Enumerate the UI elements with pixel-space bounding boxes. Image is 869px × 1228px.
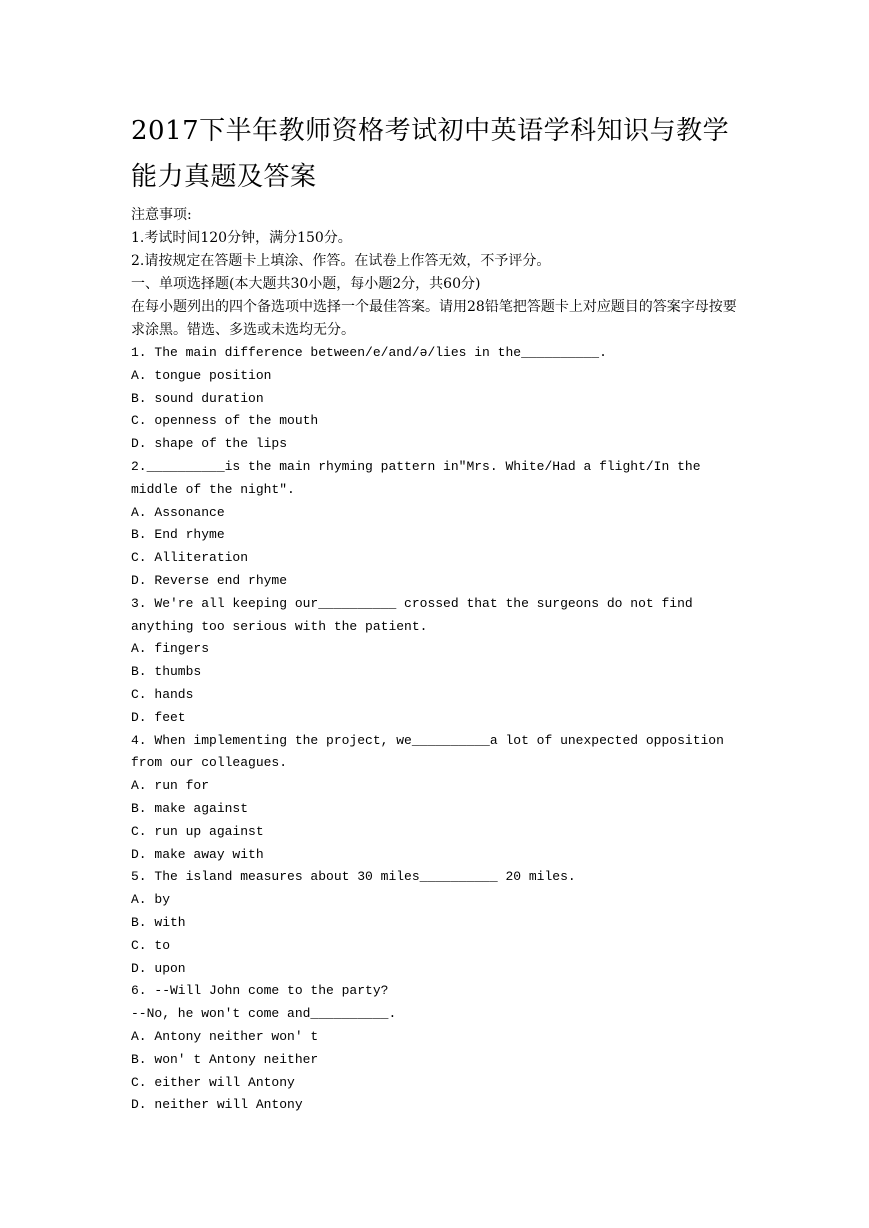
option-d: D. make away with: [131, 846, 264, 862]
question-stem: 1. The main difference between/e/and/ə/lies in the__________.: [131, 345, 607, 360]
option-b: B. with: [131, 914, 186, 930]
question-stem: 6. --Will John come to the party? --No, he won't come and__________.: [131, 983, 397, 1022]
note-item: 2.请按规定在答题卡上填涂、作答。在试卷上作答无效，不予评分。: [131, 253, 551, 269]
option-b: B. make against: [131, 800, 249, 816]
option-d: D. neither will Antony: [131, 1097, 303, 1113]
page-title: 2017下半年教师资格考试初中英语学科知识与教学能力真题及答案: [131, 116, 730, 192]
notes-heading: 注意事项:: [131, 207, 192, 223]
option-b: B. sound duration: [131, 390, 264, 406]
option-d: D. shape of the lips: [131, 436, 288, 452]
option-a: A. Assonance: [131, 504, 225, 520]
question-1: [131, 342, 741, 456]
option-b: B. thumbs: [131, 664, 202, 680]
document-page: [131, 108, 741, 1117]
option-a: A. tongue position: [131, 367, 272, 383]
option-c: C. to: [131, 937, 171, 953]
question-4: [131, 730, 741, 867]
option-b: B. End rhyme: [131, 527, 225, 543]
option-a: A. Antony neither won' t: [131, 1028, 319, 1044]
option-d: D. feet: [131, 709, 186, 725]
question-stem: 4. When implementing the project, we__________a lot of unexpected opposition from our colleagues.: [131, 732, 732, 771]
option-a: A. fingers: [131, 641, 210, 657]
option-c: C. run up against: [131, 823, 264, 839]
question-stem: 2.__________is the main rhyming pattern in"Mrs. White/Had a flight/In the middle of the night".: [131, 458, 709, 497]
option-a: A. by: [131, 892, 171, 908]
option-d: D. upon: [131, 960, 186, 976]
option-list: [131, 638, 741, 729]
question-3: [131, 593, 741, 730]
question-stem: 5. The island measures about 30 miles__________ 20 miles.: [131, 869, 576, 885]
option-c: C. either will Antony: [131, 1074, 295, 1090]
question-5: [131, 866, 741, 980]
option-list: [131, 775, 741, 866]
option-list: [131, 502, 741, 593]
option-d: D. Reverse end rhyme: [131, 572, 288, 588]
option-c: C. Alliteration: [131, 550, 249, 566]
note-item: 1.考试时间120分钟，满分150分。: [131, 230, 352, 246]
question-stem: 3. We're all keeping our__________ crossed that the surgeons do not find anything too serious with the patient.: [131, 595, 701, 634]
section-instruction: 在每小题列出的四个备选项中选择一个最佳答案。请用28铅笔把答题卡上对应题目的答案字母按要求涂黑。错选、多选或未选均无分。: [131, 299, 737, 338]
option-b: B. won' t Antony neither: [131, 1051, 319, 1067]
option-list: [131, 365, 741, 456]
question-2: [131, 456, 741, 593]
option-a: A. run for: [131, 778, 210, 794]
option-c: C. openness of the mouth: [131, 413, 319, 429]
option-list: [131, 1026, 741, 1117]
option-list: [131, 889, 741, 980]
question-6: [131, 980, 741, 1117]
option-c: C. hands: [131, 686, 194, 702]
section-heading: 一、单项选择题(本大题共30小题，每小题2分，共60分): [131, 276, 481, 292]
